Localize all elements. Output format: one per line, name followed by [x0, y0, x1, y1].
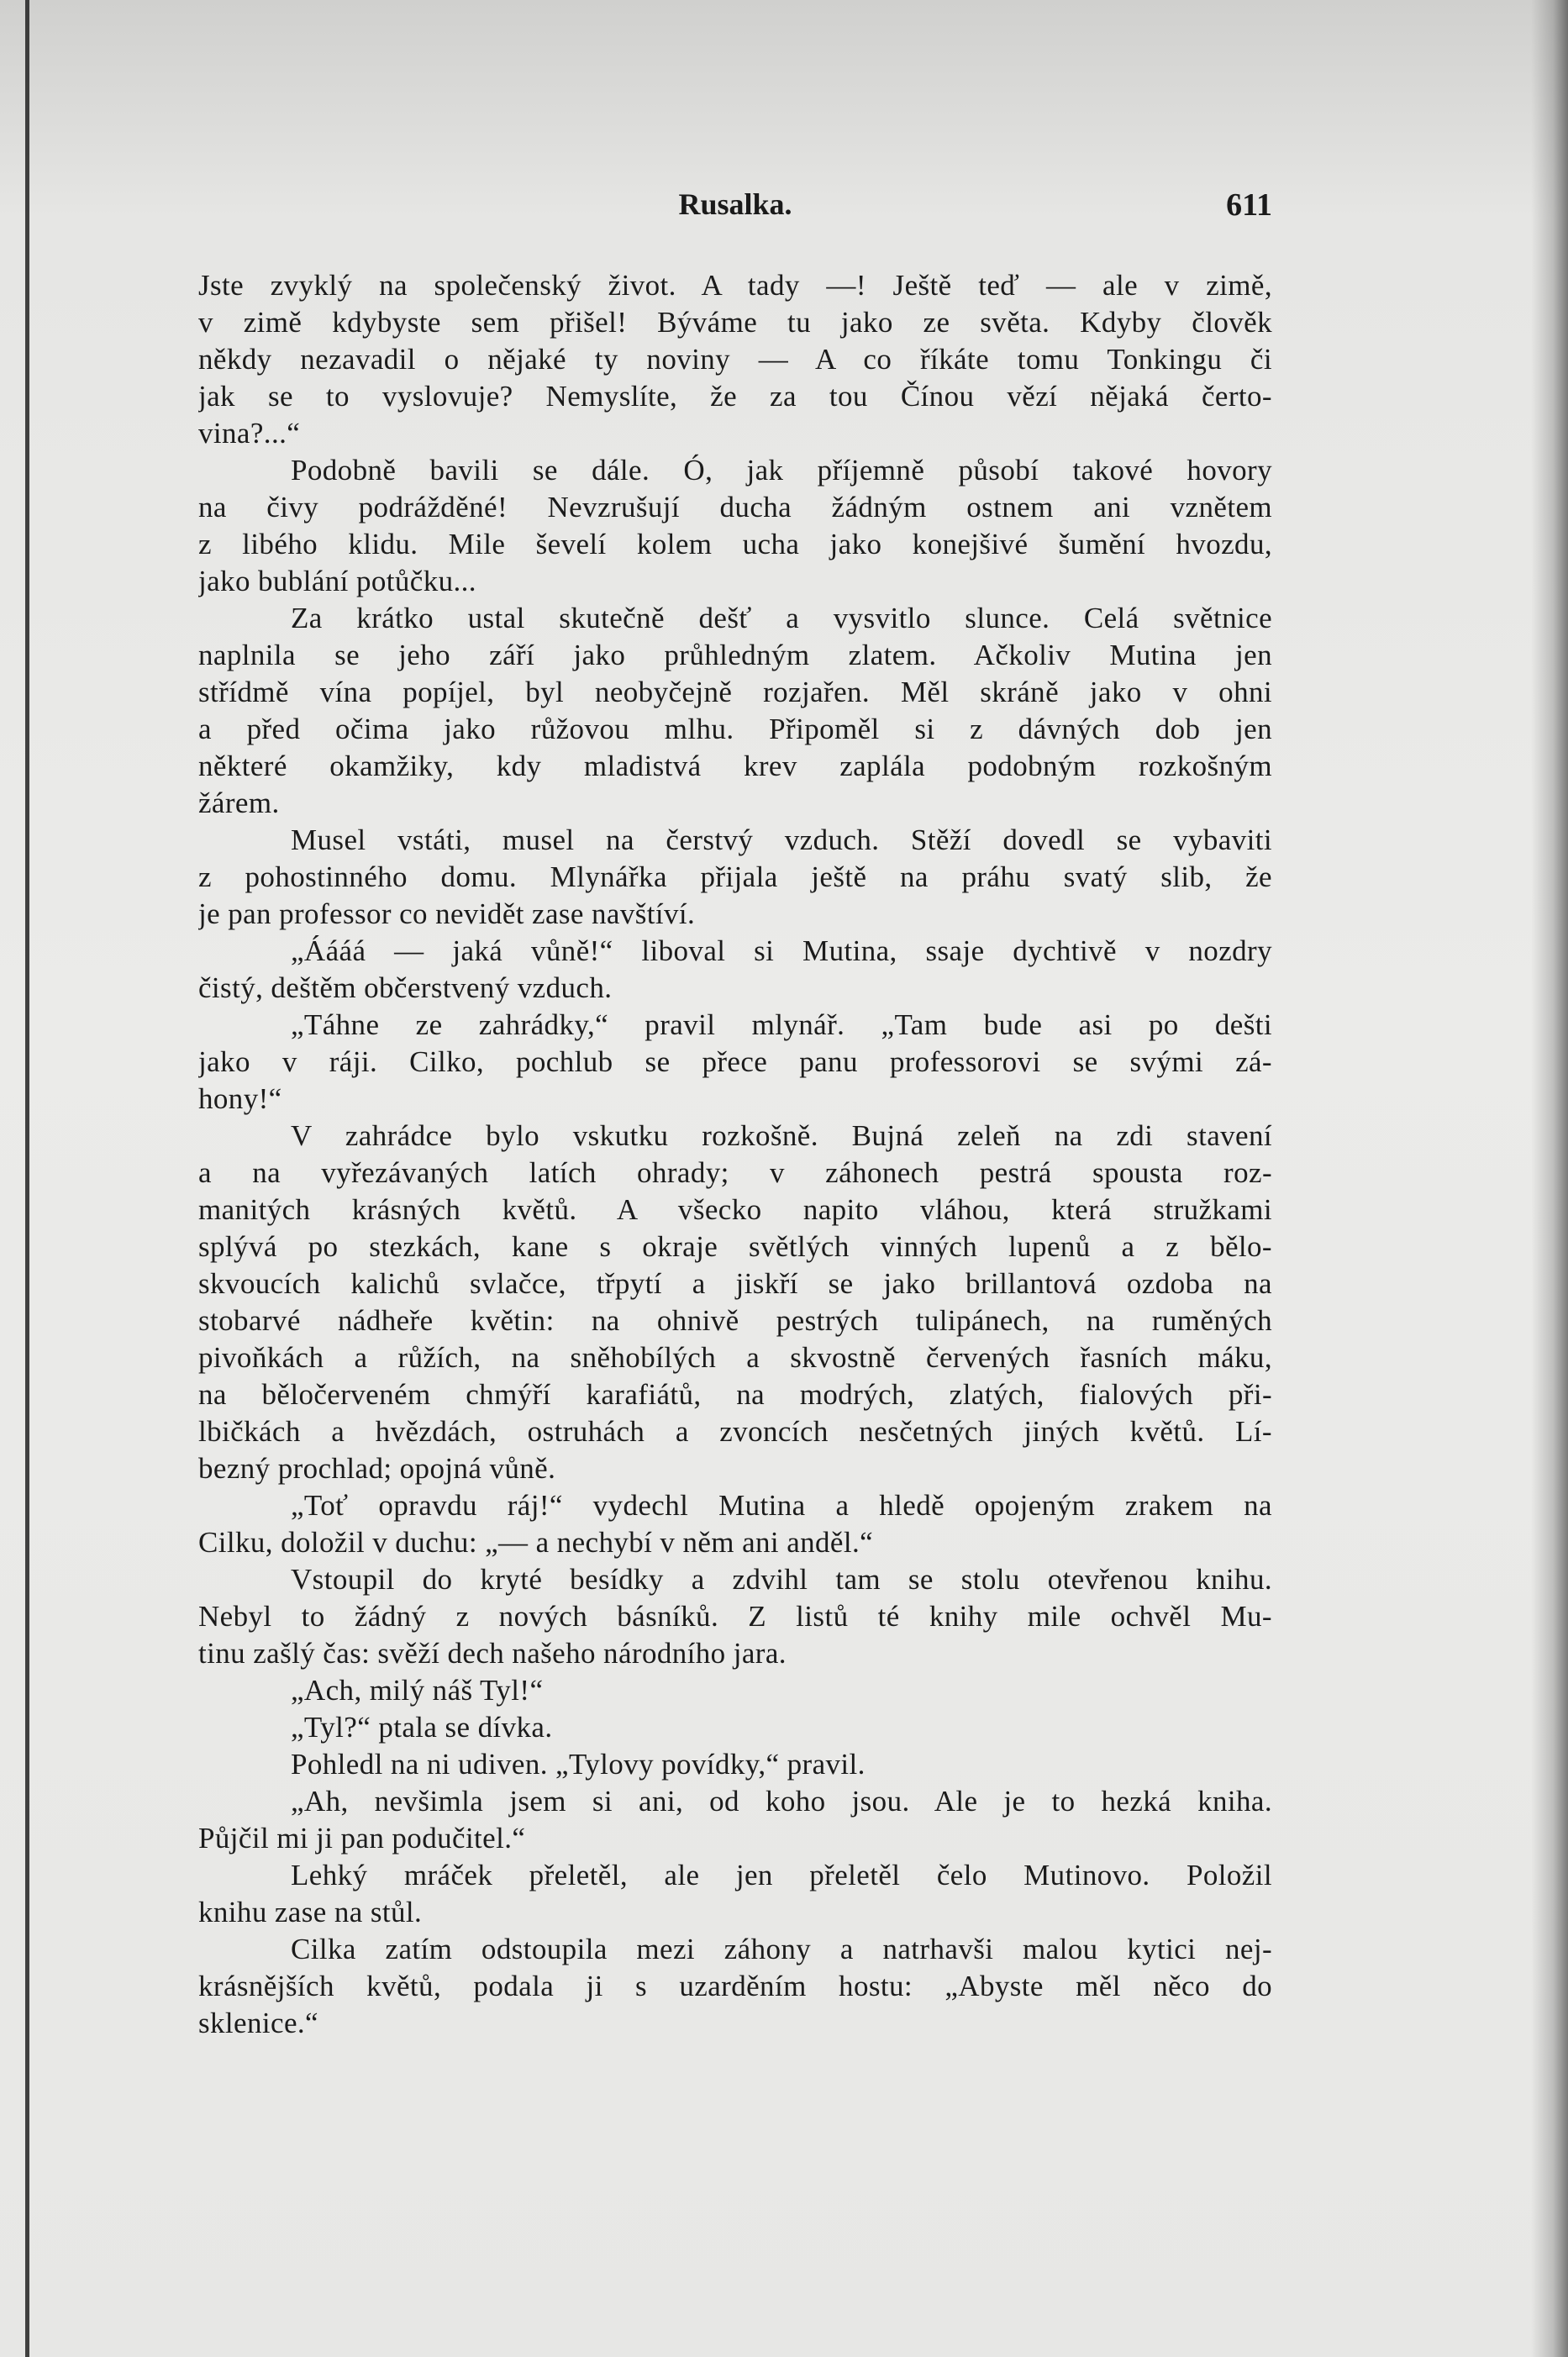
text-line: tinu zašlý čas: svěží dech našeho národního jara. [198, 1637, 787, 1670]
text-line: naplnila se jeho září jako průhledným zlatem. Ačkoliv Mutina jen [198, 639, 1272, 671]
text-line: vina?...“ [198, 417, 301, 450]
text-line: některé okamžiky, kdy mladistvá krev zaplála podobným rozkošným [198, 750, 1272, 782]
text-line: na čivy podrážděné! Nevzrušují ducha žádným ostnem ani vznětem [198, 491, 1272, 523]
text-line: V zahrádce bylo vskutku rozkošně. Bujná zeleň na zdi stavení [291, 1119, 1272, 1152]
text-line: někdy nezavadil o nějaké ty noviny — A co říkáte tomu Tonkingu či [198, 343, 1272, 376]
text-line: „Ach, milý náš Tyl!“ [291, 1674, 544, 1707]
text-line: jako bublání potůčku... [198, 565, 476, 597]
text-line: čistý, deštěm občerstvený vzduch. [198, 971, 613, 1004]
text-line: Nebyl to žádný z nových básníků. Z listů té knihy mile ochvěl Mu- [198, 1600, 1272, 1633]
text-line: Lehký mráček přeletěl, ale jen přeletěl čelo Mutinovo. Položil [291, 1859, 1272, 1891]
text-line: stobarvé nádheře květin: na ohnivě pestrých tulipánech, na ruměných [198, 1304, 1272, 1337]
page-number: 611 [1226, 187, 1272, 223]
binding-edge [25, 0, 29, 2357]
text-line: „Toť opravdu ráj!“ vydechl Mutina a hledě opojeným zrakem na [291, 1489, 1272, 1522]
text-line: Cilku, doložil v duchu: „— a nechybí v něm ani anděl.“ [198, 1526, 874, 1559]
body-text [198, 267, 1272, 2042]
text-line: je pan professor co nevidět zase navštíví. [198, 897, 696, 930]
text-line: jak se to vyslovuje? Nemyslíte, že za tou Čínou vězí nějaká čerto- [198, 380, 1272, 413]
running-title: Rusalka. [678, 187, 792, 221]
page-edge-shadow [1531, 0, 1568, 2357]
text-line: „Áááá — jaká vůně!“ liboval si Mutina, ssaje dychtivě v nozdry [291, 934, 1272, 967]
text-line: splývá po stezkách, kane s okraje světlých vinných lupenů a z bělo- [198, 1230, 1272, 1263]
text-line: pivoňkách a růžích, na sněhobílých a skvostně červených řasních máku, [198, 1341, 1272, 1374]
text-line: Musel vstáti, musel na čerstvý vzduch. Stěží dovedl se vybaviti [291, 823, 1272, 856]
text-line: a před očima jako růžovou mlhu. Připoměl si z dávných dob jen [198, 713, 1272, 745]
text-line: „Táhne ze zahrádky,“ pravil mlynář. „Tam bude asi po dešti [291, 1008, 1272, 1041]
text-line: na běločerveném chmýří karafiátů, na modrých, zlatých, fialových při- [198, 1378, 1272, 1411]
text-line: Podobně bavili se dále. Ó, jak příjemně působí takové hovory [291, 454, 1272, 487]
text-line: manitých krásných květů. A všecko napito vláhou, která stružkami [198, 1193, 1272, 1226]
text-line: bezný prochlad; opojná vůně. [198, 1452, 556, 1485]
text-line: a na vyřezávaných latích ohrady; v záhonech pestrá spousta roz- [198, 1156, 1272, 1189]
text-line: lbičkách a hvězdách, ostruhách a zvoncích nesčetných jiných květů. Lí- [198, 1415, 1272, 1448]
text-line: střídmě vína popíjel, byl neobyčejně rozjařen. Měl skráně jako v ohni [198, 676, 1272, 708]
text-line: Jste zvyklý na společenský život. A tady —! Ještě teď — ale v zimě, [198, 269, 1272, 302]
text-line: sklenice.“ [198, 2007, 318, 2039]
text-line: žárem. [198, 787, 280, 819]
text-line: z pohostinného domu. Mlynářka přijala ještě na práhu svatý slib, že [198, 860, 1272, 893]
text-line: „Ah, nevšimla jsem si ani, od koho jsou. Ale je to hezká kniha. [291, 1785, 1272, 1818]
text-line: v zimě kdybyste sem přišel! Býváme tu jako ze světa. Kdyby člověk [198, 306, 1272, 339]
text-line: knihu zase na stůl. [198, 1896, 423, 1928]
text-line: „Tyl?“ ptala se dívka. [291, 1711, 553, 1744]
text-line: hony!“ [198, 1082, 282, 1115]
text-line: z libého klidu. Mile ševelí kolem ucha jako konejšivé šumění hvozdu, [198, 528, 1272, 560]
text-line: skvoucích kalichů svlačce, třpytí a jiskří se jako brillantová ozdoba na [198, 1267, 1272, 1300]
page-header [198, 187, 1272, 237]
text-line: krásnějších květů, podala ji s uzarděním hostu: „Abyste měl něco do [198, 1970, 1272, 2002]
text-line: Pohledl na ni udiven. „Tylovy povídky,“ pravil. [291, 1748, 866, 1781]
text-line: Půjčil mi ji pan podučitel.“ [198, 1822, 526, 1855]
text-line: Vstoupil do kryté besídky a zdvihl tam se stolu otevřenou knihu. [291, 1563, 1272, 1596]
text-line: Za krátko ustal skutečně dešť a vysvitlo slunce. Celá světnice [291, 602, 1272, 634]
text-line: jako v ráji. Cilko, pochlub se přece panu professorovi se svými zá- [198, 1045, 1272, 1078]
text-line: Cilka zatím odstoupila mezi záhony a natrhavši malou kytici nej- [291, 1933, 1272, 1965]
